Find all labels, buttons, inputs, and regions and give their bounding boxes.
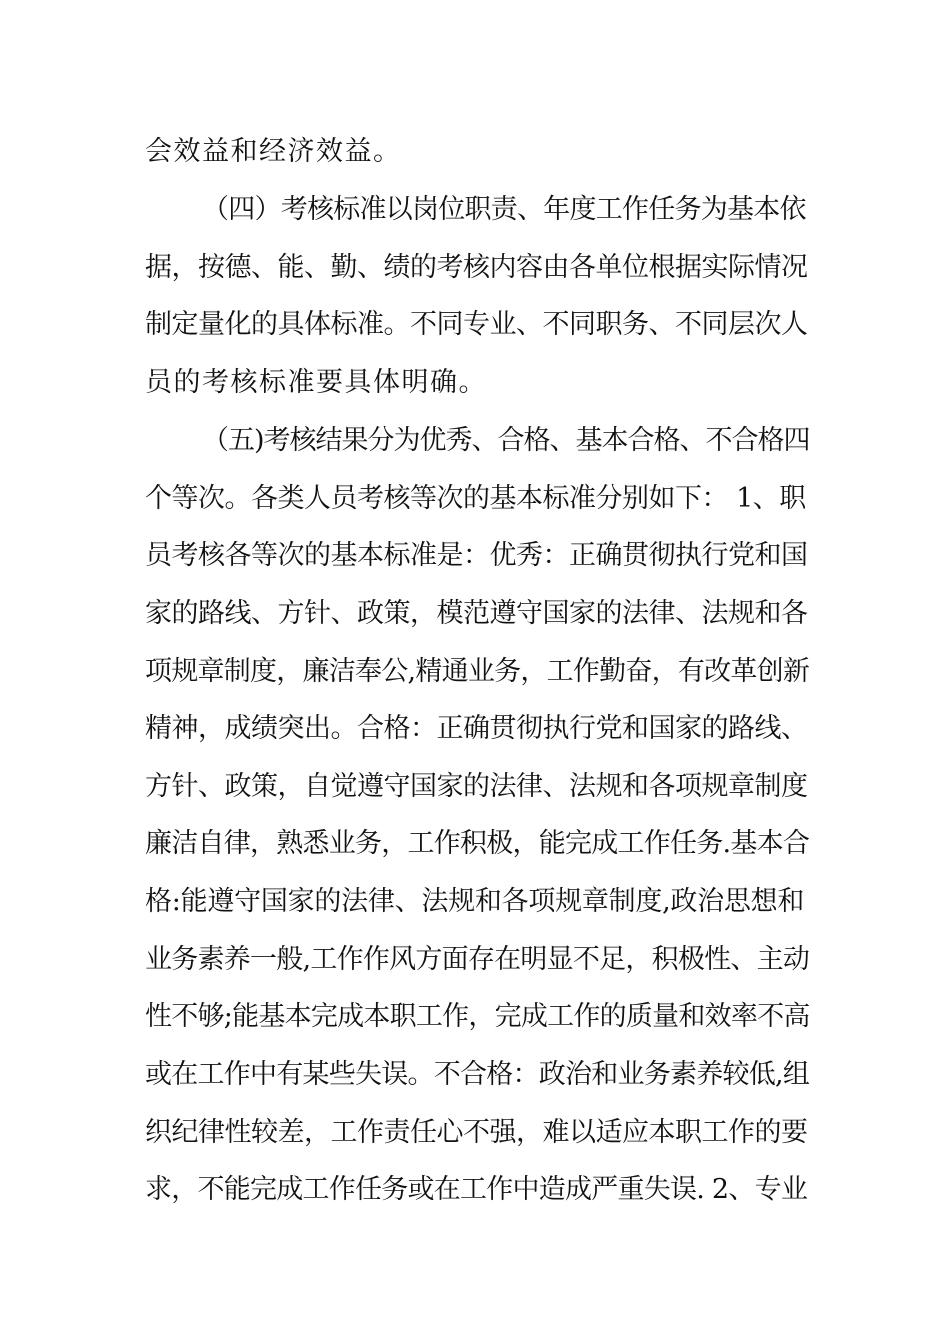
text-line-5: 员的考核标准要具体明确。 — [145, 367, 487, 398]
text-line-10: 项规章制度，廉洁奉公,精通业务，工作勤奋，有改革创新 — [145, 656, 810, 687]
text-line-19: 求，不能完成工作任务或在工作中造成严重失误. 2、专业 — [145, 1174, 808, 1205]
text-line-7: 个等次。各类人员考核等次的基本标准分别如下： 1、职 — [145, 483, 806, 514]
text-line-18: 织纪律性较差，工作责任心不强，难以适应本职工作的要 — [145, 1117, 808, 1148]
text-line-17: 或在工作中有某些失误。不合格：政治和业务素养较低,组 — [145, 1059, 810, 1090]
text-line-15: 业务素养一般,工作作风方面存在明显不足，积极性、主动 — [145, 944, 810, 975]
text-line-16: 性不够;能基本完成本职工作，完成工作的质量和效率不高 — [145, 1001, 810, 1032]
text-line-9: 家的路线、方针、政策，模范遵守国家的法律、法规和各 — [145, 598, 808, 629]
text-line-13: 廉洁自律，熟悉业务，工作积极，能完成工作任务.基本合 — [145, 828, 810, 859]
text-line-6: （五)考核结果分为优秀、合格、基本合格、不合格四 — [202, 425, 810, 456]
text-line-4: 制定量化的具体标准。不同专业、不同职务、不同层次人 — [145, 309, 808, 340]
text-line-11: 精神，成绩突出。合格：正确贯彻执行党和国家的路线、 — [145, 713, 808, 744]
text-line-1: 会效益和经济效益。 — [145, 136, 402, 167]
text-line-8: 员考核各等次的基本标准是：优秀：正确贯彻执行党和国 — [145, 540, 808, 571]
text-line-14: 格:能遵守国家的法律、法规和各项规章制度,政治思想和 — [145, 886, 805, 917]
text-line-3: 据，按德、能、勤、绩的考核内容由各单位根据实际情况 — [145, 252, 808, 283]
text-line-12: 方针、政策，自觉遵守国家的法律、法规和各项规章制度 — [145, 771, 808, 802]
text-line-2: （四）考核标准以岗位职责、年度工作任务为基本依 — [202, 194, 806, 225]
